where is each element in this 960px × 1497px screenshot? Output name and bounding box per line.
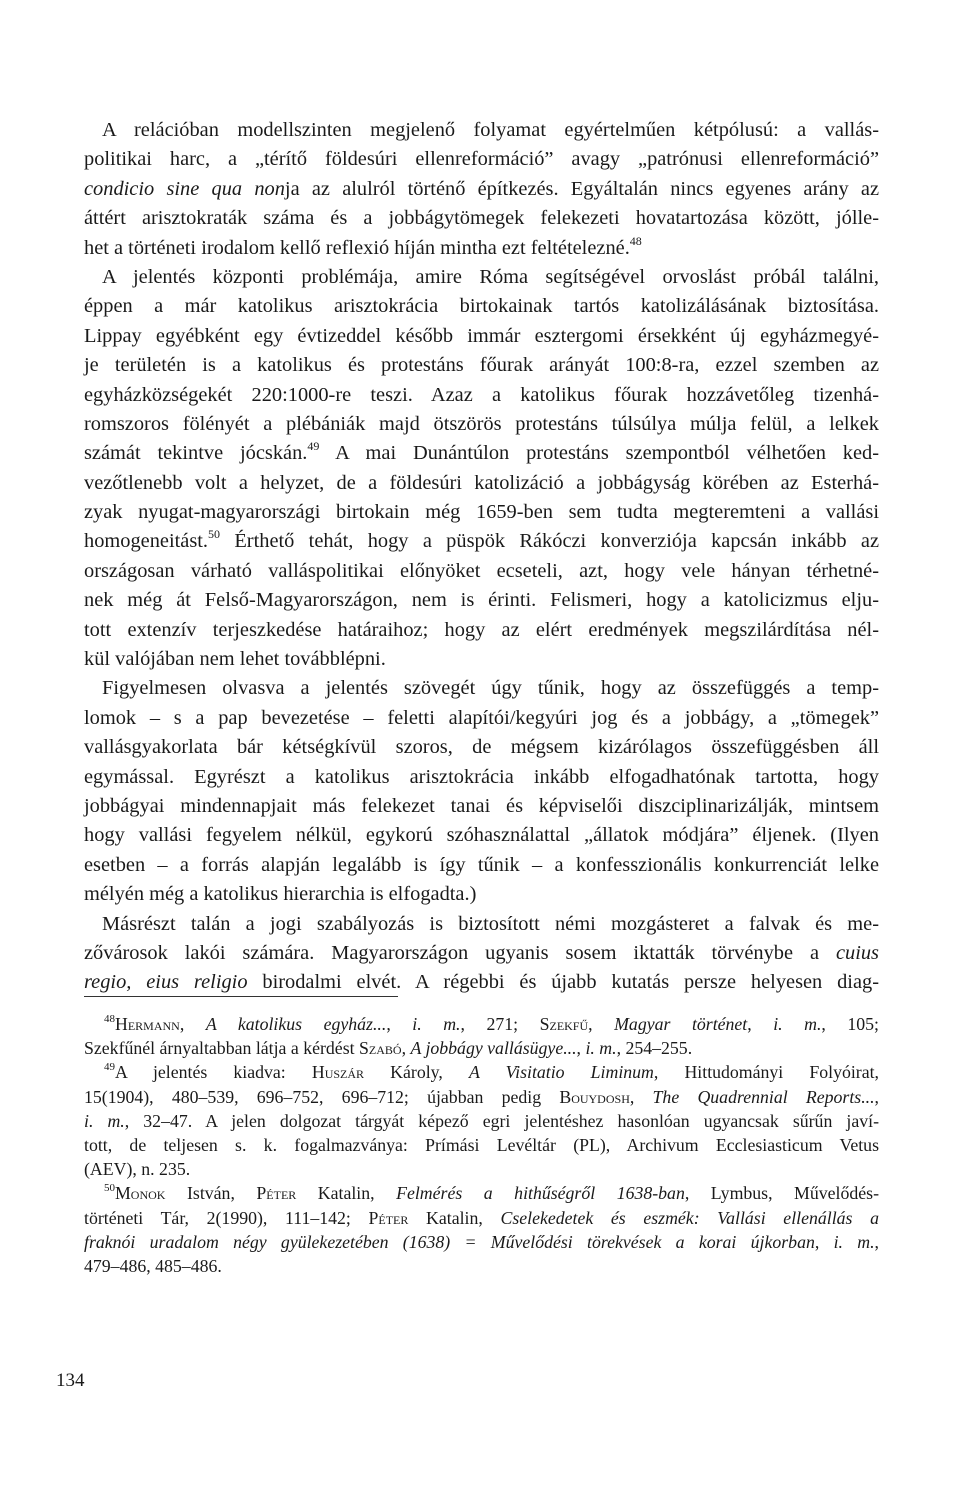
footnote-line [84,1181,879,1205]
line-text: Érthető tehát, hogy a püspök Rákóczi konverziója kapcsán inkább az [220,530,879,553]
text-line: vallásgyakorlata bár kétségkívül szoros, de mégsem kizárólagos összefüggésben áll [84,736,879,759]
footnote-ref-49[interactable]: 49 [307,439,320,454]
footnote-number: 49 [104,1061,115,1074]
text-line [84,439,879,468]
footnote-ref-48[interactable]: 48 [629,233,642,248]
text-line: nek még át Felső-Magyarországon, nem is érinti. Felismeri, hogy a katolicizmus elju- [84,589,879,612]
footnote-line: Szekfűnél árnyaltabban látja a kérdést Szabó, A jobbágy vallásügye..., i. m., 254–255. [84,1038,693,1059]
text-line: éppen a már katolikus arisztokrácia birtokainak tartós katolizálásának biztosítása. [84,295,879,318]
text-line [84,175,879,204]
footnote-text: Hermann, A katolikus egyház..., i. m., 271; Szekfű, Magyar történet, i. m., 105; [115,1014,880,1034]
paragraph-4 [84,910,879,998]
text-line: je területén is a katolikus és protestáns főurak arányát 100:8-ra, ezzel szemben az [84,354,879,377]
footnote-line: fraknói uradalom négy gyülekezetében (1638) = Művelődési törekvések a korai újkorban, i. m., [84,1231,879,1252]
italic-phrase: cuius [835,941,879,964]
paragraph-3 [84,674,879,909]
footnote-line [84,1060,879,1084]
footnote-text: Monok István, Péter Katalin, Felmérés a hithűségről 1638-ban, Lymbus, Művelődés- [115,1183,879,1204]
text-line: hogy vallási fegyelem nélkül, egykorú szóhasználattal „állatok módjára” éljenek. (Ilyen [84,824,879,847]
text-line [84,527,879,556]
line-text: ja az alulról történő építkezés. Egyáltalán nincs egyenes arány az [284,177,879,200]
footnote-line: i. m., 32–47. A jelen dolgozat tárgyát képező egri jelentéshez hasonlóan ugyancsak sűrűn javí- [84,1110,879,1131]
line-text: A mai Dunántúlon protestáns szempontból vélhetően ked- [319,442,879,465]
main-text [84,116,879,998]
text-line: egymással. Egyrészt a katolikus arisztokrácia inkább elfogadhatónak tartotta, hogy [84,765,879,788]
footnote-line: tott, de teljesen s. k. fogalmazványa: Prímási Levéltár (PL), Archivum Ecclesiasticum Vetus [84,1134,879,1155]
text-line: jobbágyai mindennapjait más felekezet tanai és képviselői diszciplinarizálják, mintsem [84,794,879,817]
footnotes [84,1012,879,1278]
text-line: vezőtlenebb volt a helyzet, de a földesúri katolizáció a jobbágyság körében az Esterhá- [84,471,879,494]
line-text: het a történeti irodalom kellő reflexió híján mintha ezt feltételezné. [84,236,630,259]
footnote-number: 48 [104,1013,115,1025]
footnote-line [84,1012,879,1036]
text-line: romszoros fölényét a plébániák majd ötszörös protestáns túlsúlya múlja felül, a lelkek [84,412,879,435]
line-text: birodalmi elvét. A régebbi és újabb kutatás persze helyesen diag- [247,971,879,994]
line-text: zővárosok lakói számára. Magyarországon ugyanis sosem iktatták törvénybe a [84,941,836,964]
line-text: homogeneitást. [84,530,209,553]
footnote-line: 479–486, 485–486. [84,1255,222,1276]
text-line: egyházközségekét 220:1000-re teszi. Azaz a katolikus főurak hozzávetőleg tizenhá- [84,383,879,406]
italic-phrase: condicio sine qua non [84,177,285,200]
footnote-49 [84,1060,879,1181]
footnote-48 [84,1012,879,1060]
page-number: 134 [56,1370,85,1391]
text-line: Figyelmesen olvasva a jelentés szövegét úgy tűnik, hogy az összefüggés a temp- [102,677,879,700]
paragraph-2 [84,263,879,674]
text-line [84,968,879,997]
text-line: lomok – s a pap bevezetése – feletti alapítói/kegyúri jog és a jobbágy, a „tömegek” [84,706,879,729]
text-line: Lippay egyébként egy évtizeddel később immár esztergomi érsekként új egyházmegyé- [84,324,879,347]
text-line: áttért arisztokraták száma és a jobbágytömegek felekezeti hovatartozása között, jólle- [84,207,879,230]
text-line: politikai harc, a „térítő földesúri ellenreformáció” avagy „patrónusi ellenreformáció” [84,148,879,171]
text-line: A relációban modellszinten megjelenő folyamat egyértelműen kétpólusú: a vallás- [102,119,879,141]
text-line: zyak nyugat-magyarországi birtokain még 1659-ben sem tudta megteremteni a vallási [84,501,879,524]
italic-phrase: regio, eius religio [84,971,248,994]
paragraph-1 [84,116,879,263]
text-line: tott extenzív terjeszkedése határaihoz; hogy az elért eredmények megszilárdítása nél- [84,618,879,641]
line-text: számát tekintve jócskán. [84,442,308,465]
text-line: országosan várható valláspolitikai előnyöket ecseteli, azt, hogy vele hányan térhetné- [84,559,879,582]
text-line: A jelentés központi problémája, amire Róma segítségével orvoslást próbál találni, [102,265,879,288]
footnote-line: történeti Tár, 2(1990), 111–142; Péter Katalin, Cselekedetek és eszmék: Vallási ellenállás a [84,1207,879,1228]
footnote-number: 50 [104,1182,115,1195]
footnote-ref-50[interactable]: 50 [208,527,221,542]
text-line [84,939,879,968]
footnote-separator [84,996,398,997]
text-line [84,234,879,263]
footnote-text: A jelentés kiadva: Huszár Károly, A Visitatio Liminum, Hittudományi Folyóirat, [115,1062,880,1083]
text-line: kül valójában nem lehet továbblépni. [84,648,386,671]
footnote-50 [84,1181,879,1278]
text-line: Másrészt talán a jogi szabályozás is biztosított némi mozgásteret a falvak és me- [102,912,879,935]
text-line: esetben – a forrás alapján legalább is így tűnik – a konfesszionális konkurrenciát lelke [84,853,879,876]
text-line: mélyén még a katolikus hierarchia is elfogadta.) [84,883,477,906]
footnote-line: 15(1904), 480–539, 696–752, 696–712; újabban pedig Bouydosh, The Quadrennial Reports..., [84,1086,879,1107]
footnote-line: (AEV), n. 235. [84,1159,191,1180]
